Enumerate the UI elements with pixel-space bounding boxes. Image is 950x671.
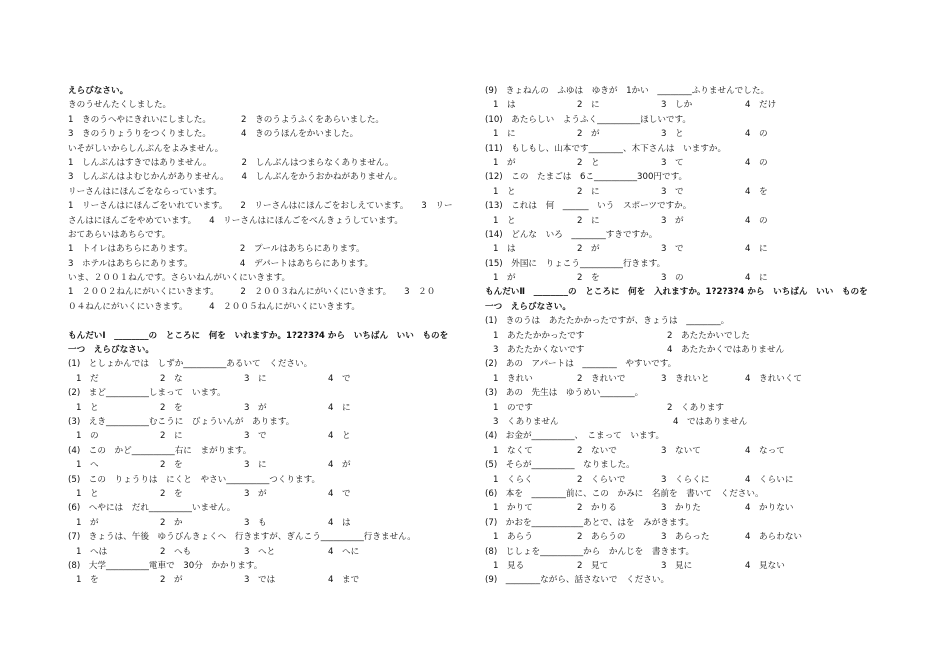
- answer-option: 4 と: [328, 431, 351, 442]
- section-heading-line: 一つ えらびなさい。: [485, 301, 571, 312]
- answer-option: 4 ではありません: [673, 416, 748, 427]
- answer-option: 4 くらいに: [745, 474, 794, 485]
- answer-option: 3 きれいと: [661, 373, 710, 384]
- answer-option: 4 なって: [745, 445, 785, 456]
- answer-option: 2 に: [577, 215, 600, 226]
- answer-option: 2 な: [160, 373, 183, 384]
- answer-options-row: [485, 501, 895, 515]
- answer-option: 3 へと: [244, 546, 276, 557]
- answer-option: 4 きれいくて: [745, 373, 803, 384]
- answer-option: 3 くありません: [493, 416, 559, 427]
- section-heading-line: 一つ えらびなさい。: [68, 345, 154, 356]
- answer-option: 2 が: [160, 575, 183, 586]
- answer-option: 1 かりて: [493, 503, 533, 514]
- answer-option: 2 あたたかいでした: [667, 330, 750, 341]
- text-line: 3 しんぶんはよむじかんがありません。 4 しんぶんをかうおかねがありません。: [68, 172, 403, 183]
- answer-option: 3 で: [244, 431, 267, 442]
- answer-option: 4 へに: [328, 546, 360, 557]
- answer-option: 4 の: [745, 215, 768, 226]
- answer-option: 2 きれいで: [577, 373, 626, 384]
- answer-option: 1 が: [76, 517, 99, 528]
- answer-option: 1 を: [76, 575, 99, 586]
- answer-option: 3 で: [661, 186, 684, 197]
- answer-option: 4 に: [328, 402, 351, 413]
- answer-option: 3 で: [661, 244, 684, 255]
- answer-option: 2 あらうの: [577, 532, 626, 543]
- text-line: 1 ２００２ねんにがいくにいきます。 2 ２００３ねんにがいくにいきます。 3 ２０: [68, 287, 436, 298]
- answer-option: 4 あたたかくではありません: [667, 345, 785, 356]
- answer-options-row: [485, 214, 895, 228]
- text-line: (14) どんな いろ ________すきですか。: [485, 229, 658, 240]
- answer-option: 3 しか: [661, 100, 693, 111]
- section-heading-line: もんだいⅠ ________の ところに 何を いれますか。1?2?3?4 から いちばん いい ものを: [68, 330, 449, 341]
- text-line: (4) お金が__________、 こまって います。: [485, 431, 665, 442]
- answer-options-row: [485, 156, 895, 170]
- answer-option: 1 見る: [493, 560, 525, 571]
- answer-option: 1 と: [76, 402, 99, 413]
- answer-option: 4 で: [328, 488, 351, 499]
- answer-options-row: [485, 127, 895, 141]
- answer-options-row: [68, 487, 468, 501]
- answer-option: 1 あらう: [493, 532, 533, 543]
- answer-option: 4 見ない: [745, 560, 785, 571]
- answer-option: 1 と: [76, 488, 99, 499]
- answer-option: 2 ないで: [577, 445, 617, 456]
- answer-option: 4 は: [328, 517, 351, 528]
- answer-option: 3 の: [661, 273, 684, 284]
- answer-option: 4 に: [745, 273, 768, 284]
- answer-option: 1 へは: [76, 546, 108, 557]
- text-line: (5) この りょうりは にくと やさい__________つくります。: [68, 474, 321, 485]
- answer-options-row: [485, 98, 895, 112]
- answer-option: 3 が: [244, 402, 267, 413]
- text-line: ０４ねんにがいくにいきます。 4 ２００５ねんにがいくにいきます。: [68, 301, 360, 312]
- answer-option: 2 が: [577, 129, 600, 140]
- text-line: (1) きのうは あたたかかったですが、きょうは ________。: [485, 316, 730, 327]
- text-line: (10) あたらしい ようふく__________ほしいです。: [485, 114, 692, 125]
- text-line: 3 きのうりょうりをつくりました。 4 きのうほんをかいました。: [68, 129, 359, 140]
- text-line: 1 きのうへやにきれいにしました。 2 きのうようふくをあらいました。: [68, 114, 385, 125]
- text-line: (12) この たまごは 6こ__________300円です。: [485, 172, 688, 183]
- answer-option: 3 に: [244, 373, 267, 384]
- answer-option: 4 かりない: [745, 503, 794, 514]
- answer-option: 2 か: [160, 517, 183, 528]
- text-line: (6) 本を ________前に、この かみに 名前を 書いて ください。: [485, 488, 764, 499]
- answer-options-row: [68, 545, 468, 559]
- answer-option: 4 まで: [328, 575, 360, 586]
- text-line: (9) きょねんの ふゆは ゆきが 1かい ________ふりませんでした。: [485, 86, 770, 96]
- text-line: (11) もしもし、山本です________、木下さんは いますか。: [485, 143, 727, 154]
- answer-option: 4 が: [328, 460, 351, 471]
- answer-option: 1 の: [76, 431, 99, 442]
- text-line: (13) これは 何 ______ いう スポーツですか。: [485, 201, 692, 212]
- answer-option: 3 が: [244, 488, 267, 499]
- answer-option: 4 の: [745, 157, 768, 168]
- answer-option: 4 を: [745, 186, 768, 197]
- text-line: (8) 大学__________電車で 30分 かかります。: [68, 560, 263, 571]
- answer-option: 2 に: [577, 186, 600, 197]
- text-line: (7) きょうは、午後 ゆうびんきょくへ 行きますが、ぎんこう__________行きません。: [68, 532, 416, 543]
- answer-options-row: [68, 372, 468, 386]
- answer-option: 3 ないて: [661, 445, 701, 456]
- answer-options-row: [485, 271, 895, 285]
- answer-option: 2 見て: [577, 560, 609, 571]
- answer-option: 3 あらった: [661, 532, 710, 543]
- text-line: (15) 外国に りょこう__________行きます。: [485, 258, 666, 269]
- answer-option: 1 へ: [76, 460, 99, 471]
- text-line: リーさんはにほんごをならっています。: [68, 186, 223, 197]
- answer-option: 3 では: [244, 575, 276, 586]
- answer-option: 2 くあります: [667, 402, 725, 413]
- text-line: (9) ________ながら、話さないで ください。: [485, 575, 670, 586]
- text-line: (4) この かど__________右に まがります。: [68, 445, 252, 456]
- text-line: (3) あの 先生は ゆうめい________。: [485, 388, 644, 399]
- answer-option: 3 かりた: [661, 503, 701, 514]
- spacer: [68, 314, 468, 328]
- answer-option: 1 は: [493, 244, 516, 255]
- text-line: (2) あの アパートは ________ やすいです。: [485, 359, 677, 370]
- answer-option: 4 だけ: [745, 100, 777, 111]
- answer-option: 2 くらいで: [577, 474, 626, 485]
- text-line: 1 リーさんはにほんごをいれています。 2 リーさんはにほんごをおしえています。 3 リー: [68, 201, 453, 212]
- answer-option: 1 と: [493, 215, 516, 226]
- answer-option: 1 なくて: [493, 445, 533, 456]
- answer-options-row: [485, 415, 895, 429]
- answer-option: 4 で: [328, 373, 351, 384]
- answer-option: 3 に: [244, 460, 267, 471]
- section-heading-line: もんだいⅡ ________の ところに 何を 入れますか。1?2?3?4 から いちばん いい ものを: [485, 287, 868, 298]
- answer-option: 3 が: [661, 215, 684, 226]
- answer-option: 2 を: [160, 488, 183, 499]
- answer-options-row: [485, 559, 895, 573]
- text-line: (1) としょかんでは しずか__________あるいて ください。: [68, 359, 313, 370]
- answer-option: 2 に: [160, 431, 183, 442]
- answer-option: 1 あたたかかったです: [493, 330, 585, 341]
- answer-option: 2 を: [160, 402, 183, 413]
- text-line: いそがしいからしんぶんをよみません。: [68, 143, 224, 154]
- answer-option: 1 のです: [493, 402, 533, 413]
- left-column: [68, 84, 468, 588]
- answer-option: 3 あたたかくないです: [493, 345, 585, 356]
- answer-option: 2 を: [577, 273, 600, 284]
- answer-option: 3 見に: [661, 560, 693, 571]
- answer-option: 2 に: [577, 100, 600, 111]
- answer-option: 3 くらくに: [661, 474, 710, 485]
- answer-option: 1 は: [493, 100, 516, 111]
- answer-option: 3 も: [244, 517, 267, 528]
- text-line: いま、２００１ねんです。さらいねんがいくにいきます。: [68, 273, 291, 284]
- answer-option: 2 を: [160, 460, 183, 471]
- answer-options-row: [68, 516, 468, 530]
- answer-option: 3 と: [661, 129, 684, 140]
- answer-option: 3 て: [661, 157, 684, 168]
- answer-option: 4 あらわない: [745, 532, 803, 543]
- answer-options-row: [485, 530, 895, 544]
- answer-option: 1 きれい: [493, 373, 533, 384]
- text-line: (8) じしょを__________から かんじを 書きます。: [485, 546, 695, 557]
- answer-option: 1 と: [493, 186, 516, 197]
- text-line: さんはにほんごをやめています。 4 リーさんはにほんごをべんきょうしています。: [68, 215, 403, 226]
- answer-option: 1 に: [493, 129, 516, 140]
- answer-options-row: [485, 242, 895, 256]
- answer-option: 4 に: [745, 244, 768, 255]
- answer-option: 2 と: [577, 157, 600, 168]
- section-heading-line: えらびなさい。: [68, 86, 129, 96]
- answer-options-row: [485, 473, 895, 487]
- answer-options-row: [485, 372, 895, 386]
- answer-options-row: [485, 401, 895, 415]
- answer-options-row: [68, 573, 468, 587]
- answer-option: 2 へも: [160, 546, 192, 557]
- text-line: 1 しんぶんはすきではありません。 2 しんぶんはつまらなくありません。: [68, 157, 394, 168]
- answer-option: 1 だ: [76, 373, 99, 384]
- answer-options-row: [68, 401, 468, 415]
- answer-options-row: [485, 329, 895, 343]
- text-line: (5) そらが__________ なりました。: [485, 460, 635, 471]
- text-line: きのうせんたくしました。: [68, 100, 172, 111]
- text-line: 1 トイレはあちらにあります。 2 プールはあちらにあります。: [68, 244, 365, 255]
- answer-options-row: [485, 444, 895, 458]
- answer-options-row: [485, 343, 895, 357]
- answer-options-row: [68, 429, 468, 443]
- answer-option: 1 が: [493, 157, 516, 168]
- answer-options-row: [485, 185, 895, 199]
- text-line: (2) まど__________しまって います。: [68, 388, 226, 399]
- text-line: 3 ホテルはあちらにあります。 4 デパートはあちらにあります。: [68, 258, 374, 269]
- answer-options-row: [68, 458, 468, 472]
- text-line: (3) えき__________むこうに びょういんが あります。: [68, 416, 295, 427]
- answer-option: 1 が: [493, 273, 516, 284]
- text-line: (7) かおを____________あとで、はを みがきます。: [485, 517, 694, 528]
- text-line: おてあらいはあちらです。: [68, 229, 171, 240]
- answer-option: 4 の: [745, 129, 768, 140]
- text-line: (6) へやには だれ__________いません。: [68, 503, 236, 514]
- answer-option: 1 くらく: [493, 474, 533, 485]
- answer-option: 2 かりる: [577, 503, 617, 514]
- answer-option: 2 が: [577, 244, 600, 255]
- right-column: [485, 84, 895, 588]
